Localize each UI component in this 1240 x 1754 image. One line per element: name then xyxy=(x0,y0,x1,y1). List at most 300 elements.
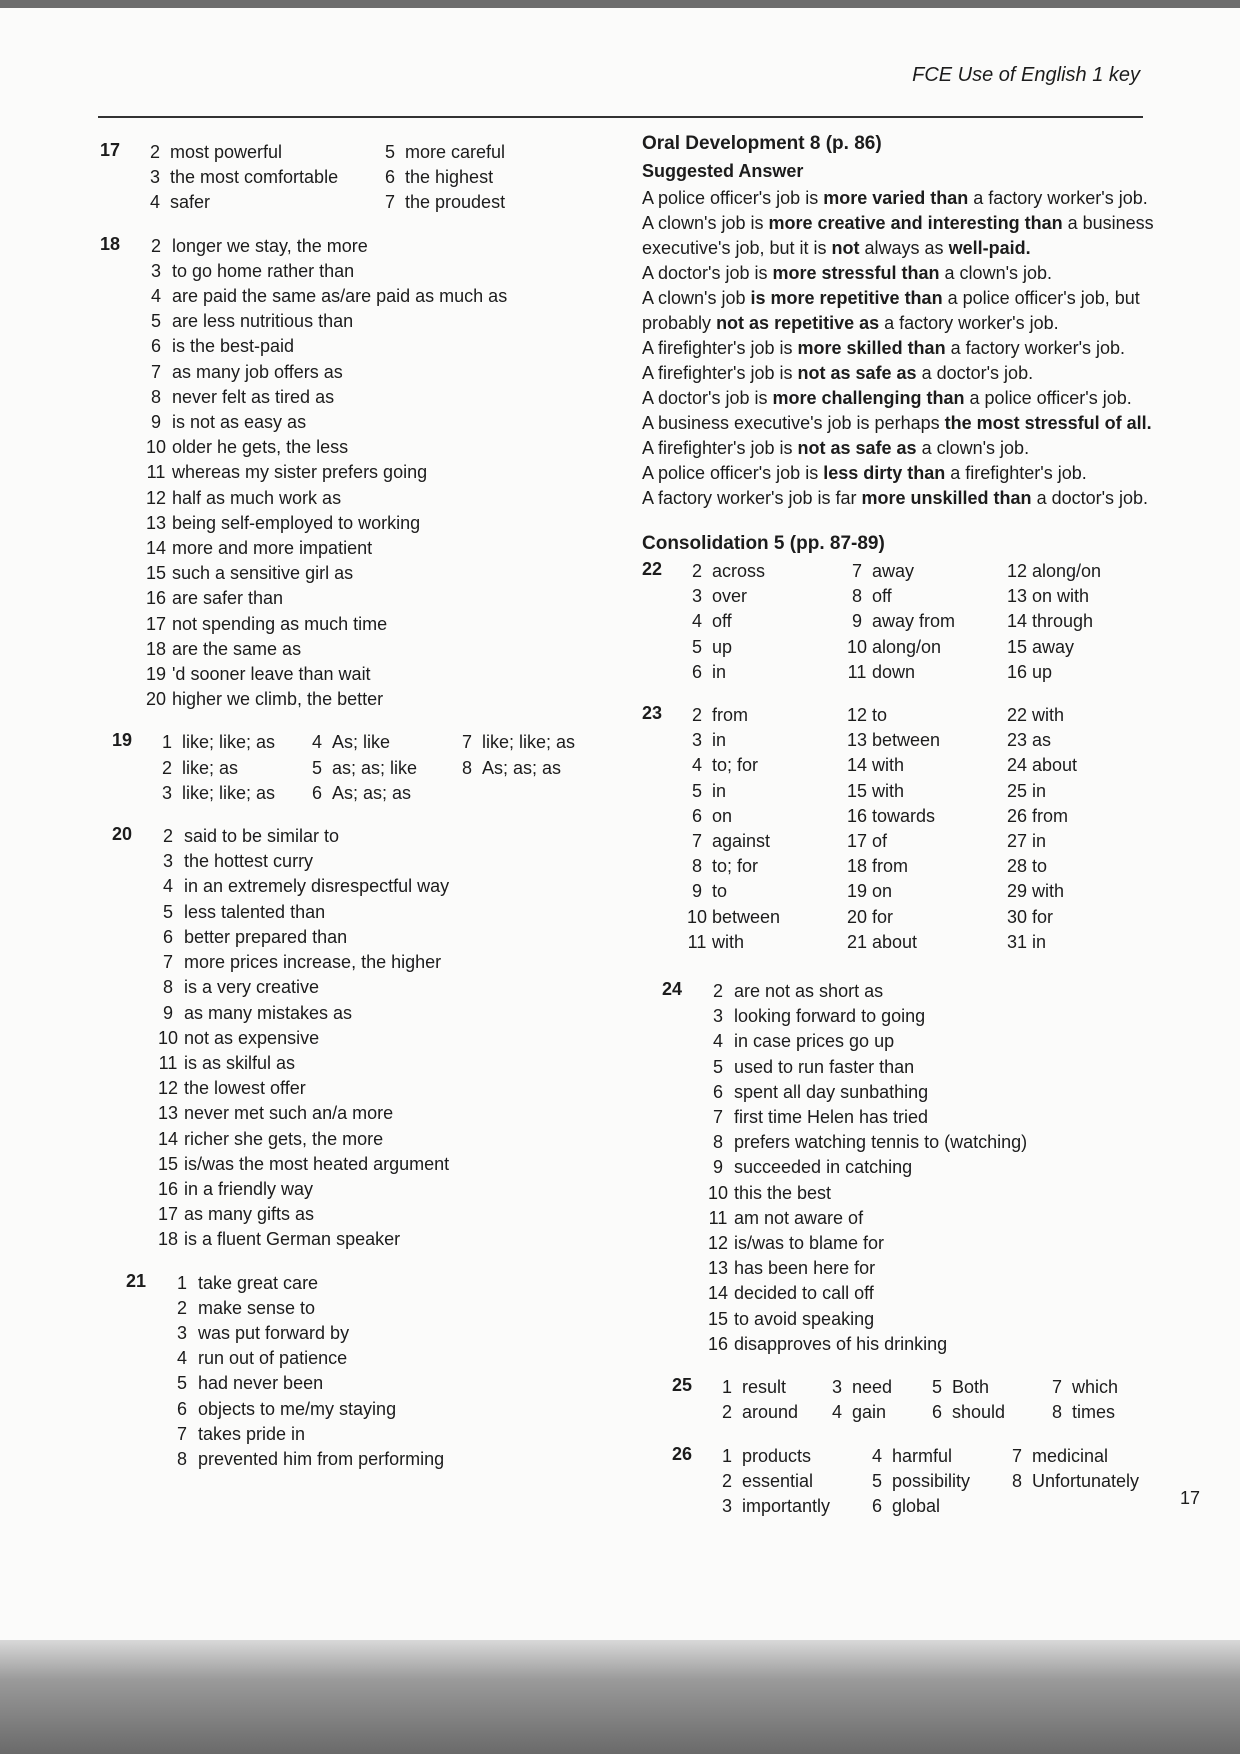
answer-item xyxy=(375,165,605,190)
item-answer: 'd sooner leave than wait xyxy=(172,664,371,685)
item-answer: more and more impatient xyxy=(172,538,373,559)
item-answer: possibility xyxy=(892,1470,971,1491)
highlighted-phrase: not as repetitive as xyxy=(716,313,880,333)
item-answer: as many gifts as xyxy=(184,1204,315,1225)
answer-item xyxy=(140,486,640,511)
answer-item xyxy=(702,1181,1172,1206)
item-answer: decided to call off xyxy=(734,1283,874,1304)
item-number: 7 xyxy=(1011,1445,1022,1466)
item-answer: better prepared than xyxy=(184,926,348,947)
item-number: 15 xyxy=(157,1153,179,1174)
item-answer: Unfortunately xyxy=(1032,1470,1140,1491)
answer-sentence xyxy=(642,411,1172,436)
answer-item xyxy=(140,334,640,359)
exercise-number: 19 xyxy=(112,730,133,751)
answer-item xyxy=(702,1029,1172,1054)
sentence-text: a doctor's job. xyxy=(916,363,1034,383)
item-answer: along/on xyxy=(1032,561,1102,581)
item-answer: are not as short as xyxy=(734,981,884,1002)
answer-item xyxy=(842,635,1002,660)
answer-item xyxy=(682,854,842,879)
item-answer: around xyxy=(742,1402,799,1423)
item-number: 2 xyxy=(691,561,702,581)
item-number: 12 xyxy=(145,487,167,508)
exercise-number: 24 xyxy=(662,979,683,1000)
highlighted-phrase: is more repetitive than xyxy=(750,288,943,308)
suggested-answer-text xyxy=(642,186,1172,511)
item-number: 6 xyxy=(691,661,702,682)
item-number: 5 xyxy=(691,636,702,657)
item-answer: global xyxy=(892,1495,941,1516)
item-answer: never met such an/a more xyxy=(184,1103,394,1124)
item-answer: the lowest offer xyxy=(184,1078,306,1099)
answer-item xyxy=(152,900,640,925)
answer-sentence xyxy=(642,261,1172,286)
answer-item xyxy=(152,1101,640,1126)
answer-item xyxy=(682,728,842,753)
answer-item xyxy=(152,1051,640,1076)
item-number: 7 xyxy=(176,1423,187,1444)
suggested-answer-title: Suggested Answer xyxy=(642,161,804,181)
item-number: 4 xyxy=(691,611,702,632)
answer-item xyxy=(1002,660,1152,685)
item-answer: succeeded in catching xyxy=(734,1157,913,1178)
sentence-text: A police officer's job is xyxy=(642,188,824,208)
item-number: 16 xyxy=(846,805,868,826)
answer-item xyxy=(166,1397,640,1422)
item-number: 13 xyxy=(1006,586,1028,607)
item-answer: on xyxy=(872,881,893,902)
answer-item xyxy=(152,781,302,806)
item-number: 8 xyxy=(162,977,173,998)
item-answer: longer we stay, the more xyxy=(172,235,368,256)
answer-item xyxy=(842,804,1002,829)
answer-item xyxy=(702,1256,1172,1281)
sentence-text: A firefighter's job is xyxy=(642,438,798,458)
item-answer: in xyxy=(712,780,727,801)
item-number: 4 xyxy=(831,1402,842,1423)
item-number: 7 xyxy=(712,1107,723,1128)
item-answer xyxy=(1032,1494,1172,1519)
answer-item xyxy=(1002,930,1152,955)
item-answer: such a sensitive girl as xyxy=(172,563,354,584)
exercise-number: 18 xyxy=(100,233,121,254)
item-number: 3 xyxy=(176,1322,187,1343)
item-answer: older he gets, the less xyxy=(172,437,349,458)
item-answer: the hottest curry xyxy=(184,851,314,872)
item-number: 10 xyxy=(157,1027,179,1048)
item-answer: whereas my sister prefers going xyxy=(172,462,428,483)
item-answer: through xyxy=(1032,611,1094,632)
item-number: 31 xyxy=(1006,931,1028,952)
item-answer: from xyxy=(1032,805,1068,826)
sentence-text: a firefighter's job. xyxy=(945,463,1087,483)
item-number: 12 xyxy=(707,1233,729,1254)
item-answer: about xyxy=(1032,755,1078,776)
item-answer: is a very creative xyxy=(184,977,320,998)
item-answer: as many mistakes as xyxy=(184,1002,353,1023)
answer-item xyxy=(702,1105,1172,1130)
item-answer: to avoid speaking xyxy=(734,1308,875,1329)
item-number: 9 xyxy=(691,881,702,902)
answer-item xyxy=(702,1231,1172,1256)
item-number: 15 xyxy=(707,1308,729,1329)
item-answer: as many job offers as xyxy=(172,361,343,382)
item-number: 8 xyxy=(176,1448,187,1469)
sentence-text: always as xyxy=(859,238,949,258)
item-answer: said to be similar to xyxy=(184,826,340,847)
highlighted-phrase: well-paid. xyxy=(948,238,1031,258)
answer-item xyxy=(842,584,1002,609)
highlighted-phrase: not as safe as xyxy=(797,438,917,458)
answer-item xyxy=(822,1375,922,1400)
item-number: 2 xyxy=(721,1402,732,1423)
answer-item xyxy=(842,559,1002,584)
item-number: 5 xyxy=(871,1470,882,1491)
item-number: 2 xyxy=(161,757,172,778)
right-column xyxy=(642,133,1172,1537)
item-number: 13 xyxy=(707,1258,729,1279)
answer-item xyxy=(1002,779,1152,804)
sentence-text: a doctor's job. xyxy=(1031,488,1149,508)
answer-item xyxy=(682,635,842,660)
answer-item xyxy=(682,703,842,728)
answer-sentence xyxy=(642,461,1172,486)
item-answer: being self-employed to working xyxy=(172,512,421,533)
item-answer: in xyxy=(1032,831,1047,852)
oral-development-title: Oral Development 8 (p. 86) xyxy=(642,133,882,154)
item-answer: not spending as much time xyxy=(172,613,388,634)
item-number: 12 xyxy=(1006,561,1028,581)
answer-item xyxy=(712,1400,822,1425)
highlighted-phrase: not as safe as xyxy=(797,363,917,383)
answer-item xyxy=(712,1444,862,1469)
answer-item xyxy=(375,140,605,165)
item-number: 14 xyxy=(157,1128,179,1149)
answer-item xyxy=(842,728,1002,753)
item-answer: with xyxy=(1032,881,1065,902)
item-number: 9 xyxy=(712,1157,723,1178)
answer-item xyxy=(922,1375,1042,1400)
exercise-23 xyxy=(642,703,1172,955)
item-answer: not as expensive xyxy=(184,1027,320,1048)
answer-item xyxy=(862,1444,1002,1469)
item-number: 17 xyxy=(145,613,167,634)
answer-item xyxy=(702,1281,1172,1306)
item-number: 1 xyxy=(176,1272,187,1293)
item-number: 13 xyxy=(145,512,167,533)
item-number: 14 xyxy=(145,538,167,559)
sentence-text: a clown's job. xyxy=(939,263,1053,283)
item-number: 5 xyxy=(311,757,322,778)
item-number: 5 xyxy=(691,780,702,801)
item-number: 7 xyxy=(384,192,395,213)
sentence-text: a factory worker's job. xyxy=(945,338,1126,358)
item-number: 13 xyxy=(846,730,868,751)
item-answer: objects to me/my staying xyxy=(198,1398,397,1419)
item-number: 6 xyxy=(691,805,702,826)
answer-item xyxy=(152,849,640,874)
answer-item xyxy=(702,1155,1172,1180)
answer-item xyxy=(1002,854,1152,879)
item-number: 4 xyxy=(691,755,702,776)
item-number: 28 xyxy=(1006,856,1028,877)
answer-item xyxy=(140,309,640,334)
scan-top-edge xyxy=(0,0,1240,8)
answer-item xyxy=(702,1004,1172,1029)
item-answer: for xyxy=(872,906,894,927)
item-answer: As; as; as xyxy=(332,782,412,803)
highlighted-phrase: more varied than xyxy=(823,188,969,208)
exercise-19 xyxy=(112,730,640,806)
item-number: 6 xyxy=(311,782,322,803)
answer-item xyxy=(1002,584,1152,609)
answer-item xyxy=(140,460,640,485)
item-answer: like; like; as xyxy=(182,782,276,803)
item-number: 24 xyxy=(1006,755,1028,776)
answer-item xyxy=(152,1001,640,1026)
answer-item xyxy=(1002,753,1152,778)
answer-item xyxy=(140,234,640,259)
item-number: 3 xyxy=(712,1006,723,1027)
item-number: 18 xyxy=(145,638,167,659)
answer-item xyxy=(302,756,452,781)
answer-item xyxy=(842,930,1002,955)
answer-item xyxy=(152,950,640,975)
item-number: 12 xyxy=(157,1078,179,1099)
highlighted-phrase: more stressful than xyxy=(772,263,940,283)
answer-item xyxy=(1002,559,1152,584)
answer-sentence xyxy=(642,211,1172,261)
item-number: 4 xyxy=(311,732,322,753)
answer-item xyxy=(682,879,842,904)
item-answer: to go home rather than xyxy=(172,260,355,281)
item-answer: is the best-paid xyxy=(172,336,295,357)
item-number: 20 xyxy=(846,906,868,927)
sentence-text: a business executive's job, but it is xyxy=(642,213,1154,258)
answer-item xyxy=(166,1422,640,1447)
item-answer: never felt as tired as xyxy=(172,386,335,407)
item-number: 3 xyxy=(831,1377,842,1398)
item-answer: more careful xyxy=(405,142,506,162)
answer-item xyxy=(1002,635,1152,660)
item-number: 26 xyxy=(1006,805,1028,826)
answer-item xyxy=(140,511,640,536)
exercise-26 xyxy=(672,1444,1172,1520)
item-number: 25 xyxy=(1006,780,1028,801)
answer-sentence xyxy=(642,386,1172,411)
item-answer: first time Helen has tried xyxy=(734,1107,929,1128)
item-answer: safer xyxy=(170,192,211,213)
item-answer: on with xyxy=(1032,586,1090,607)
answer-item xyxy=(452,781,602,806)
item-answer: this the best xyxy=(734,1182,832,1203)
item-answer: the proudest xyxy=(405,192,506,213)
answer-item xyxy=(152,1152,640,1177)
answer-item xyxy=(1002,804,1152,829)
answer-item xyxy=(682,584,842,609)
exercise-number: 23 xyxy=(642,703,663,724)
answer-item xyxy=(842,879,1002,904)
item-answer: to; for xyxy=(712,856,759,877)
answer-item xyxy=(1002,905,1152,930)
item-number: 5 xyxy=(150,311,161,332)
answer-grid xyxy=(712,1375,1172,1425)
answer-item xyxy=(140,662,640,687)
item-number: 8 xyxy=(691,856,702,877)
item-answer: less talented than xyxy=(184,901,326,922)
item-answer: off xyxy=(712,611,732,632)
answer-item xyxy=(922,1400,1042,1425)
answer-item xyxy=(712,1494,862,1519)
item-number: 7 xyxy=(162,952,173,973)
answer-sentence xyxy=(642,486,1172,511)
scan-bottom-shadow xyxy=(0,1640,1240,1754)
item-answer: in a friendly way xyxy=(184,1178,314,1199)
answer-item xyxy=(302,730,452,755)
answer-grid xyxy=(152,730,640,806)
answer-sentence xyxy=(642,361,1172,386)
item-number: 27 xyxy=(1006,831,1028,852)
item-answer: up xyxy=(712,636,733,657)
exercise-24 xyxy=(662,979,1172,1357)
item-number: 7 xyxy=(461,732,472,753)
answer-item xyxy=(702,1307,1172,1332)
item-number: 20 xyxy=(145,689,167,710)
item-answer: gain xyxy=(852,1402,887,1423)
item-answer: As; like xyxy=(332,732,391,753)
item-number: 9 xyxy=(162,1002,173,1023)
answer-item xyxy=(682,609,842,634)
item-number: 4 xyxy=(150,286,161,307)
exercise-22 xyxy=(642,559,1172,685)
item-answer: with xyxy=(872,780,905,801)
item-number: 11 xyxy=(847,661,867,682)
item-answer: between xyxy=(712,906,781,927)
item-answer: like; like; as xyxy=(182,732,276,753)
answer-item xyxy=(140,140,375,165)
answer-item xyxy=(682,930,842,955)
item-number: 22 xyxy=(1006,705,1028,726)
highlighted-phrase: more creative and interesting than xyxy=(768,213,1063,233)
sentence-text: a police officer's job, but probably xyxy=(642,288,1140,333)
item-answer: with xyxy=(712,931,745,952)
answer-item xyxy=(166,1371,640,1396)
item-answer: as xyxy=(1032,730,1052,751)
item-answer: has been here for xyxy=(734,1258,876,1279)
answer-item xyxy=(375,190,605,215)
item-answer: is/was to blame for xyxy=(734,1233,885,1254)
sentence-text: A clown's job is xyxy=(642,213,769,233)
answer-item xyxy=(166,1271,640,1296)
answer-item xyxy=(166,1321,640,1346)
answer-item xyxy=(166,1296,640,1321)
item-answer: higher we climb, the better xyxy=(172,689,384,710)
answer-item xyxy=(1002,879,1152,904)
sentence-text: a clown's job. xyxy=(916,438,1030,458)
answer-item xyxy=(152,925,640,950)
item-number: 6 xyxy=(871,1495,882,1516)
item-number: 2 xyxy=(721,1470,732,1491)
answer-item xyxy=(842,609,1002,634)
exercise-number: 25 xyxy=(672,1375,693,1396)
answer-item xyxy=(140,385,640,410)
answer-item xyxy=(152,1076,640,1101)
answer-item xyxy=(140,165,375,190)
item-number: 5 xyxy=(384,142,395,162)
item-number: 10 xyxy=(846,636,868,657)
item-answer: to; for xyxy=(712,755,759,776)
exercise-number: 17 xyxy=(100,140,121,160)
answer-item xyxy=(842,854,1002,879)
answer-item xyxy=(140,612,640,637)
item-answer: result xyxy=(742,1377,787,1398)
item-answer: are the same as xyxy=(172,638,302,659)
answer-item xyxy=(682,905,842,930)
item-number: 13 xyxy=(157,1103,179,1124)
item-answer: down xyxy=(872,661,916,682)
item-number: 14 xyxy=(1006,611,1028,632)
item-number: 29 xyxy=(1006,881,1028,902)
item-number: 1 xyxy=(721,1445,732,1466)
item-answer: takes pride in xyxy=(198,1423,306,1444)
item-number: 5 xyxy=(931,1377,942,1398)
item-number: 4 xyxy=(162,876,173,897)
item-answer: products xyxy=(742,1445,812,1466)
item-answer: had never been xyxy=(198,1373,324,1394)
item-answer: of xyxy=(872,831,888,852)
item-answer: are safer than xyxy=(172,588,284,609)
item-number: 3 xyxy=(150,260,161,281)
answer-item xyxy=(702,1055,1172,1080)
item-answer: from xyxy=(712,705,748,726)
item-number: 3 xyxy=(161,782,172,803)
item-number: 11 xyxy=(146,462,166,483)
item-number: 2 xyxy=(150,235,161,256)
item-number: 2 xyxy=(149,142,160,162)
item-answer: in an extremely disrespectful way xyxy=(184,876,450,897)
item-number: 8 xyxy=(1011,1470,1022,1491)
item-answer: am not aware of xyxy=(734,1207,864,1228)
item-number: 8 xyxy=(851,586,862,607)
item-answer: most powerful xyxy=(170,142,283,162)
sentence-text: A clown's job xyxy=(642,288,751,308)
item-answer: away xyxy=(872,561,915,581)
item-answer: with xyxy=(1032,705,1065,726)
exercise-number: 20 xyxy=(112,824,133,845)
answer-item xyxy=(452,756,602,781)
highlighted-phrase: not xyxy=(831,238,860,258)
item-answer: the most comfortable xyxy=(170,167,339,188)
item-number xyxy=(1002,1494,1032,1519)
answer-item xyxy=(152,1202,640,1227)
answer-item xyxy=(1002,1469,1172,1494)
item-answer: with xyxy=(872,755,905,776)
answer-item xyxy=(712,1375,822,1400)
answer-item xyxy=(1042,1375,1152,1400)
highlighted-phrase: less dirty than xyxy=(823,463,946,483)
answer-list xyxy=(166,1271,640,1473)
item-number: 5 xyxy=(712,1056,723,1077)
item-number: 2 xyxy=(691,705,702,726)
item-number: 17 xyxy=(846,831,868,852)
sentence-text: A business executive's job is perhaps xyxy=(642,413,945,433)
item-answer: in xyxy=(1032,931,1047,952)
item-number: 3 xyxy=(149,167,160,188)
sentence-text: A police officer's job is xyxy=(642,463,824,483)
highlighted-phrase: more skilled than xyxy=(797,338,946,358)
answer-item xyxy=(702,1332,1172,1357)
